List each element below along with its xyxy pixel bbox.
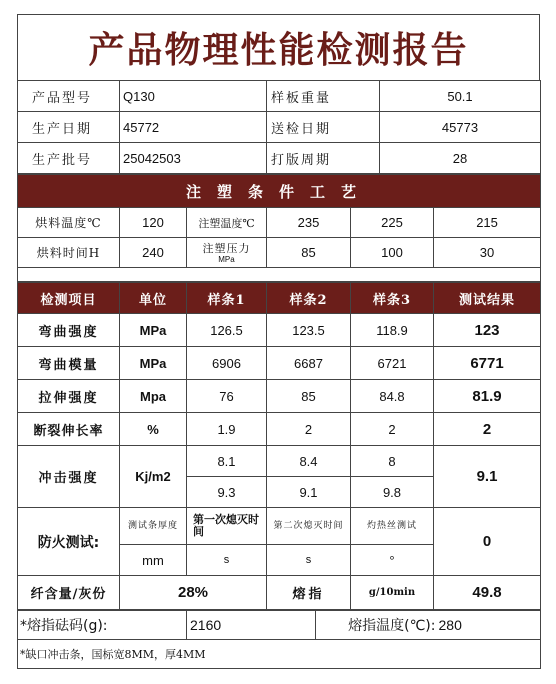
cycle-value: 28	[380, 143, 541, 174]
row-sample-1: 76	[187, 380, 267, 413]
inj-pressure-value-3: 30	[434, 238, 541, 268]
fire-col3-unit: s	[267, 545, 351, 576]
row-result: 81.9	[434, 380, 541, 413]
impact-sample-3a: 8	[351, 446, 434, 477]
report-sheet	[17, 14, 540, 669]
model-label: 产品型号	[18, 81, 120, 112]
impact-sample-2a: 8.4	[267, 446, 351, 477]
row-item: 断裂伸长率	[18, 413, 120, 446]
impact-result: 9.1	[434, 446, 541, 508]
batch-label: 生产批号	[18, 143, 120, 174]
dry-temp-label: 烘料温度℃	[18, 208, 120, 238]
process-table	[17, 174, 541, 282]
fire-result: 0	[434, 508, 541, 576]
row-sample-3: 2	[351, 413, 434, 446]
row-sample-1: 6906	[187, 347, 267, 380]
spacer-cell	[18, 268, 541, 282]
footer-table	[17, 610, 541, 669]
model-value: Q130	[120, 81, 267, 112]
temp-value: 280	[436, 611, 541, 640]
footer-row-note	[18, 640, 541, 669]
info-row-batch	[18, 143, 541, 174]
inj-pressure-label: 注塑压力	[202, 241, 251, 255]
table-row	[18, 380, 541, 413]
fire-col2-unit: s	[187, 545, 267, 576]
melt-index-label: 熔指	[267, 576, 351, 610]
fire-col4-top: 灼热丝测试	[351, 508, 434, 545]
footer-note: *缺口冲击条，国标宽8MM，厚4MM	[18, 640, 541, 669]
info-row-dates	[18, 112, 541, 143]
test-table	[17, 282, 541, 610]
row-sample-3: 84.8	[351, 380, 434, 413]
plate-weight-value: 50.1	[380, 81, 541, 112]
impact-sample-3b: 9.8	[351, 477, 434, 508]
melt-index-unit: g/10min	[351, 576, 434, 610]
impact-unit: Kj/m2	[120, 446, 187, 508]
header-item: 检测项目	[18, 283, 120, 314]
inj-temp-value-3: 215	[434, 208, 541, 238]
row-unit: MPa	[120, 314, 187, 347]
row-sample-3: 6721	[351, 347, 434, 380]
impact-row-1	[18, 446, 541, 477]
header-unit: 单位	[120, 283, 187, 314]
fiber-label: 纤含量/灰份	[18, 576, 120, 610]
cycle-label: 打版周期	[267, 143, 380, 174]
inj-temp-value-1: 235	[267, 208, 351, 238]
melt-index-value: 49.8	[434, 576, 541, 610]
fire-col2-top: 第一次熄灭时间	[187, 508, 267, 545]
dry-temp-value: 120	[120, 208, 187, 238]
fire-col1-top: 测试条厚度	[120, 508, 187, 545]
plate-weight-label: 样板重量	[267, 81, 380, 112]
row-item: 弯曲强度	[18, 314, 120, 347]
header-sample-3: 样条3	[351, 283, 434, 314]
batch-value: 25042503	[120, 143, 267, 174]
send-date-value: 45773	[380, 112, 541, 143]
row-result: 123	[434, 314, 541, 347]
row-sample-1: 126.5	[187, 314, 267, 347]
info-table	[17, 80, 541, 174]
fiber-value: 28%	[120, 576, 267, 610]
dry-time-value: 240	[120, 238, 187, 268]
prod-date-label: 生产日期	[18, 112, 120, 143]
row-result: 2	[434, 413, 541, 446]
row-sample-2: 6687	[267, 347, 351, 380]
row-item: 弯曲模量	[18, 347, 120, 380]
report-title: 产品物理性能检测报告	[17, 14, 540, 80]
row-sample-2: 123.5	[267, 314, 351, 347]
process-row-temp	[18, 208, 541, 238]
temp-label: 熔指温度(℃):	[316, 611, 436, 640]
impact-sample-1a: 8.1	[187, 446, 267, 477]
process-row-time	[18, 238, 541, 268]
fire-col1-unit: mm	[120, 545, 187, 576]
row-sample-2: 2	[267, 413, 351, 446]
row-unit: MPa	[120, 347, 187, 380]
impact-sample-2b: 9.1	[267, 477, 351, 508]
row-unit: %	[120, 413, 187, 446]
inj-pressure-value-2: 100	[351, 238, 434, 268]
header-sample-2: 样条2	[267, 283, 351, 314]
row-result: 6771	[434, 347, 541, 380]
footer-row-melt	[18, 611, 541, 640]
weight-value: 2160	[187, 611, 316, 640]
row-unit: Mpa	[120, 380, 187, 413]
fire-col3-top: 第二次熄灭时间	[267, 508, 351, 545]
impact-item: 冲击强度	[18, 446, 120, 508]
weight-label: *熔指砝码(g):	[18, 611, 187, 640]
table-row	[18, 314, 541, 347]
spacer-row	[18, 268, 541, 282]
fiber-row	[18, 576, 541, 610]
table-row	[18, 413, 541, 446]
table-row	[18, 347, 541, 380]
row-item: 拉伸强度	[18, 380, 120, 413]
inj-pressure-cell	[187, 238, 267, 268]
inj-pressure-unit: MPa	[218, 254, 235, 264]
header-result: 测试结果	[434, 283, 541, 314]
test-header-row	[18, 283, 541, 314]
header-sample-1: 样条1	[187, 283, 267, 314]
send-date-label: 送检日期	[267, 112, 380, 143]
prod-date-value: 45772	[120, 112, 267, 143]
fire-col4-unit: °	[351, 545, 434, 576]
process-band: 注塑条件工艺	[18, 175, 541, 208]
row-sample-2: 85	[267, 380, 351, 413]
info-row-model	[18, 81, 541, 112]
fire-item: 防火测试:	[18, 508, 120, 576]
inj-temp-label: 注塑温度℃	[187, 208, 267, 238]
impact-sample-1b: 9.3	[187, 477, 267, 508]
fire-row-1	[18, 508, 541, 545]
inj-pressure-value-1: 85	[267, 238, 351, 268]
inj-temp-value-2: 225	[351, 208, 434, 238]
row-sample-3: 118.9	[351, 314, 434, 347]
dry-time-label: 烘料时间H	[18, 238, 120, 268]
row-sample-1: 1.9	[187, 413, 267, 446]
